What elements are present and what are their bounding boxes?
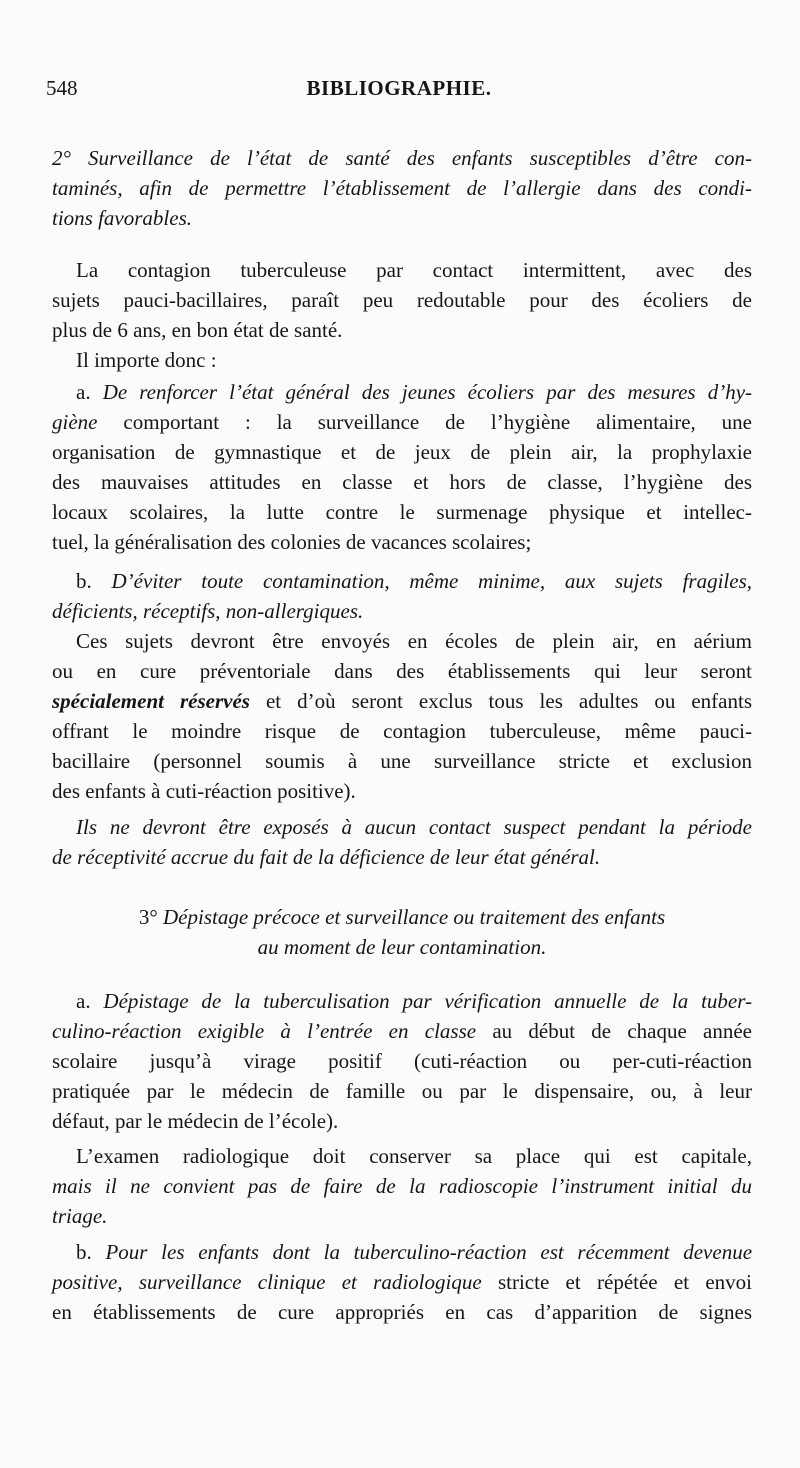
item-3b (52, 1237, 752, 1327)
roman-text: au début de chaque année (492, 1019, 753, 1043)
text-line (52, 377, 752, 407)
paragraph-importe (52, 345, 752, 375)
roman-text: et d’où seront exclus tous les adultes ou enfants (265, 689, 753, 713)
text-line: déficients, réceptifs, non-allergiques. (52, 599, 364, 623)
text-line (52, 1267, 752, 1297)
text-line: Il importe donc : (76, 348, 217, 372)
text-line (52, 1016, 752, 1046)
text-line: offrant le moindre risque de contagion tuberculeuse, même pauci- (52, 719, 752, 743)
text-line: taminés, afin de permettre l’établissement de l’allergie dans des condi- (52, 176, 752, 200)
paragraph-radiologique (52, 1141, 752, 1231)
text-line: au moment de leur contamination. (257, 935, 547, 959)
text-line (52, 566, 752, 596)
italic-text: positive, surveillance clinique et radiologique (52, 1270, 482, 1294)
section-3-heading (52, 902, 752, 962)
text-line: mais il ne convient pas de faire de la radioscopie l’instrument initial du (52, 1174, 752, 1198)
italic-text: giène (52, 410, 98, 434)
roman-text: comportant : la surveillance de l’hygiène alimentaire, une (123, 410, 753, 434)
text-line: bacillaire (personnel soumis à une surveillance stricte et exclusion (52, 749, 752, 773)
text-line: L’examen radiologique doit conserver sa place qui est capitale, (76, 1144, 752, 1168)
text-line (52, 686, 752, 716)
italic-text: spécialement réservés (52, 689, 250, 713)
text-line (52, 986, 752, 1016)
text-line: de réceptivité accrue du fait de la déficience de leur état général. (52, 845, 601, 869)
page-number: 548 (46, 76, 78, 100)
text-line: triage. (52, 1204, 108, 1228)
text-line: sujets pauci-bacillaires, paraît peu redoutable pour des écoliers de (52, 288, 752, 312)
item-a (52, 377, 752, 557)
section-2-heading (52, 143, 752, 233)
item-label: a. (76, 380, 91, 404)
text-line: 2° Surveillance de l’état de santé des enfants susceptibles d’être con- (52, 146, 752, 170)
item-3a (52, 986, 752, 1136)
paragraph-sujets (52, 626, 752, 806)
text-line: tuel, la généralisation des colonies de vacances scolaires; (52, 530, 532, 554)
text-line: La contagion tuberculeuse par contact intermittent, avec des (76, 258, 752, 282)
item-label: b. (76, 1240, 92, 1264)
text-line: Ils ne devront être exposés à aucun contact suspect pendant la période (76, 815, 752, 839)
text-line: des enfants à cuti-réaction positive). (52, 779, 356, 803)
text-line (52, 1237, 752, 1267)
paragraph-exposes (52, 812, 752, 872)
paragraph-contagion (52, 255, 752, 345)
text-line: défaut, par le médecin de l’école). (52, 1109, 339, 1133)
text-line: locaux scolaires, la lutte contre le surmenage physique et intellec- (52, 500, 752, 524)
text-line: pratiquée par le médecin de famille ou par le dispensaire, ou, à leur (52, 1079, 752, 1103)
italic-text: De renforcer l’état général des jeunes écoliers par des mesures d’hy- (102, 380, 753, 404)
page-header (46, 70, 752, 110)
italic-text: culino-réaction exigible à l’entrée en classe (52, 1019, 477, 1043)
text-line: Ces sujets devront être envoyés en écoles de plein air, en aérium (76, 629, 752, 653)
text-line: tions favorables. (52, 206, 192, 230)
item-label: a. (76, 989, 91, 1013)
italic-text: D’éviter toute contamination, même minime, aux sujets fragiles, (111, 569, 752, 593)
roman-text: stricte et répétée et envoi (497, 1270, 753, 1294)
text-line: en établissements de cure appropriés en cas d’apparition de signes (52, 1300, 752, 1324)
item-b (52, 566, 752, 626)
item-label: b. (76, 569, 92, 593)
italic-text: Pour les enfants dont la tuberculino-réaction est récemment devenue (105, 1240, 753, 1264)
text-line (52, 902, 752, 932)
text-line: scolaire jusqu’à virage positif (cuti-réaction ou per-cuti-réaction (52, 1049, 752, 1073)
text-line: plus de 6 ans, en bon état de santé. (52, 318, 343, 342)
section-number: 3° (138, 905, 158, 929)
text-line: des mauvaises attitudes en classe et hors de classe, l’hygiène des (52, 470, 752, 494)
text-line (52, 407, 752, 437)
italic-text: Dépistage de la tuberculisation par vérification annuelle de la tuber- (103, 989, 753, 1013)
running-title: BIBLIOGRAPHIE. (306, 76, 492, 100)
text-line: ou en cure préventoriale dans des établissements qui leur seront (52, 659, 752, 683)
italic-text: Dépistage précoce et surveillance ou traitement des enfants (163, 905, 666, 929)
text-line: organisation de gymnastique et de jeux de plein air, la prophylaxie (52, 440, 752, 464)
